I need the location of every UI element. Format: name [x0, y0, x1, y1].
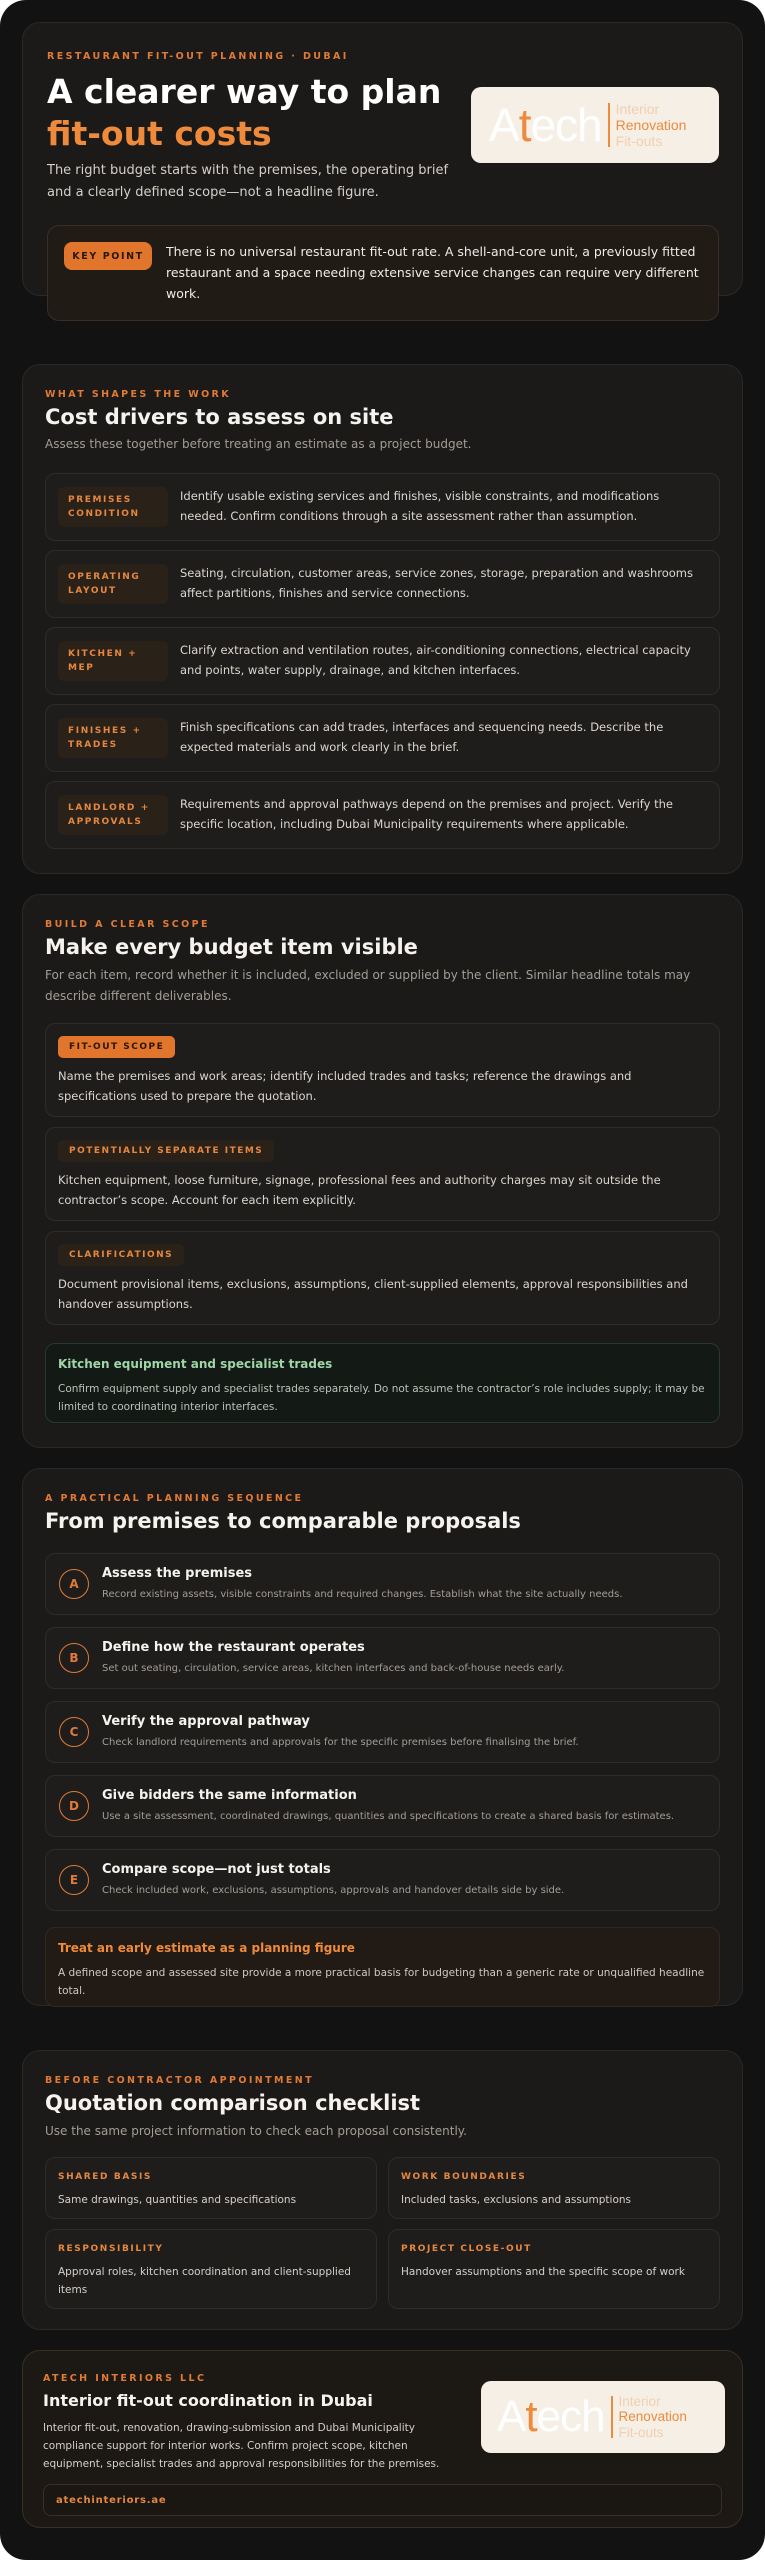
footer-eyebrow: ATECH INTERIORS LLC — [43, 2373, 207, 2384]
drivers-eyebrow: WHAT SHAPES THE WORK — [45, 389, 232, 400]
step-desc: Record existing assets, visible constraints and required changes. Establish what the site actually needs. — [102, 1589, 623, 1600]
scope-subtitle: For each item, record whether it is included, excluded or supplied by the client. Similar headline totals may describe different deliverables. — [45, 968, 691, 1003]
driver-item-approvals — [45, 781, 720, 849]
checklist-label: PROJECT CLOSE-OUT — [401, 2244, 532, 2254]
step-title: Assess the premises — [102, 1566, 252, 1581]
cost-drivers-card — [22, 364, 743, 874]
step-letter: D — [59, 1791, 89, 1821]
checklist-label: SHARED BASIS — [58, 2172, 152, 2182]
footer-title: Interior fit-out coordination in Dubai — [43, 2391, 373, 2410]
checklist-label: RESPONSIBILITY — [58, 2244, 164, 2254]
logo-tag-interior: Interior — [615, 100, 660, 117]
scope-item-fitout — [45, 1023, 720, 1117]
drivers-subtitle: Assess these together before treating an estimate as a project budget. — [45, 437, 472, 451]
key-point-badge: KEY POINT — [64, 242, 152, 270]
scope-text: Name the premises and work areas; identify included trades and tasks; reference the drawings and specifications used to prepare the quotation. — [58, 1069, 632, 1103]
early-estimate-note — [45, 1927, 720, 2007]
scope-pill: POTENTIALLY SEPARATE ITEMS — [58, 1140, 274, 1162]
scope-item-clarifications — [45, 1231, 720, 1325]
key-point-box — [47, 225, 719, 321]
driver-tag-line2: APPROVALS — [68, 817, 143, 827]
step-desc: Check included work, exclusions, assumptions, approvals and handover details side by side. — [102, 1885, 565, 1896]
footer-atech-logo — [481, 2381, 725, 2453]
checklist-eyebrow: BEFORE CONTRACTOR APPOINTMENT — [45, 2075, 314, 2086]
hero-title-line2: fit-out costs — [47, 114, 272, 153]
scope-text: Document provisional items, exclusions, assumptions, client-supplied elements, approval responsibilities and handover assumptions. — [58, 1277, 688, 1311]
hero-card — [22, 22, 743, 301]
logo-tagline — [616, 101, 687, 149]
logo-tag-renovation: Renovation — [615, 116, 687, 133]
step-letter: E — [59, 1865, 89, 1895]
step-title: Define how the restaurant operates — [102, 1640, 365, 1655]
step-letter: A — [59, 1569, 89, 1599]
checklist-item-close-out — [388, 2229, 720, 2309]
key-point-text: There is no universal restaurant fit-out rate. A shell-and-core unit, a previously fitted restaurant and a space needing extensive service changes can require very different work. — [166, 244, 699, 301]
kitchen-equipment-note — [45, 1343, 720, 1423]
checklist-card — [22, 2050, 743, 2330]
driver-tag — [58, 487, 168, 527]
driver-tag-line1: KITCHEN + — [68, 649, 138, 659]
checklist-item-shared-basis — [45, 2157, 377, 2219]
logo-tagline — [619, 2394, 687, 2441]
logo-tag-fitouts: Fit-outs — [615, 133, 663, 150]
logo-tag-interior: Interior — [618, 2393, 661, 2409]
checklist-item-work-boundaries — [388, 2157, 720, 2219]
step-item-d — [45, 1775, 720, 1837]
logo-letter-a: A — [497, 2392, 526, 2441]
hero-title — [47, 71, 441, 155]
logo-wordmark — [497, 2392, 605, 2442]
step-item-b — [45, 1627, 720, 1689]
driver-tag — [58, 564, 168, 604]
driver-desc: Identify usable existing services and finishes, visible constraints, and modifications needed. Confirm conditions through a site assessment rather than assumption. — [180, 489, 660, 523]
checklist-label: WORK BOUNDARIES — [401, 2172, 527, 2182]
early-note-text: A defined scope and assessed site provide a more practical basis for budgeting than a generic rate or unqualified headline total. — [58, 1967, 705, 1997]
logo-divider — [608, 103, 610, 147]
step-title: Give bidders the same information — [102, 1788, 357, 1803]
step-title: Compare scope—not just totals — [102, 1862, 331, 1877]
scope-pill: FIT-OUT SCOPE — [58, 1036, 175, 1058]
driver-tag-line2: LAYOUT — [68, 586, 117, 596]
scope-eyebrow: BUILD A CLEAR SCOPE — [45, 919, 210, 930]
atech-logo — [471, 87, 719, 163]
logo-tag-renovation: Renovation — [618, 2409, 687, 2425]
logo-letter-a: A — [489, 99, 519, 151]
logo-letters-ech: ech — [530, 99, 602, 151]
scope-text: Kitchen equipment, loose furniture, signage, professional fees and authority charges may sit outside the contractor’s scope. Account for each item explicitly. — [58, 1173, 661, 1207]
driver-tag-line2: TRADES — [68, 740, 118, 750]
step-title: Verify the approval pathway — [102, 1714, 310, 1729]
logo-tag-fitouts: Fit-outs — [618, 2424, 664, 2440]
scope-card — [22, 894, 743, 1448]
driver-tag-line2: CONDITION — [68, 509, 140, 519]
hero-eyebrow: RESTAURANT FIT-OUT PLANNING · DUBAI — [47, 51, 349, 62]
sequence-card — [22, 1468, 743, 2006]
scope-title: Make every budget item visible — [45, 935, 418, 959]
driver-item-premises — [45, 473, 720, 541]
step-item-e — [45, 1849, 720, 1911]
step-desc: Check landlord requirements and approvals for the specific premises before finalising the brief. — [102, 1737, 579, 1748]
checklist-text: Included tasks, exclusions and assumptions — [401, 2194, 631, 2206]
hero-title-line1: A clearer way to plan — [47, 72, 442, 111]
kitchen-note-title: Kitchen equipment and specialist trades — [58, 1357, 333, 1371]
driver-desc: Seating, circulation, customer areas, service zones, storage, preparation and washrooms affect partitions, finishes and service connections. — [180, 566, 693, 600]
checklist-item-responsibility — [45, 2229, 377, 2309]
hero-lead: The right budget starts with the premises, the operating brief and a clearly defined scope—not a headline figure. — [47, 163, 449, 200]
kitchen-note-text: Confirm equipment supply and specialist trades separately. Do not assume the contractor’s role includes supply; it may be limited to coordinating interior interfaces. — [58, 1383, 705, 1413]
footer-card — [22, 2350, 743, 2528]
driver-tag-line2: MEP — [68, 663, 95, 673]
checklist-text: Same drawings, quantities and specifications — [58, 2194, 297, 2206]
scope-item-separate — [45, 1127, 720, 1221]
checklist-title: Quotation comparison checklist — [45, 2091, 421, 2115]
driver-desc: Finish specifications can add trades, interfaces and sequencing needs. Describe the expected materials and work clearly in the brief. — [180, 720, 664, 754]
driver-tag-line1: LANDLORD + — [68, 803, 150, 813]
driver-tag-line1: FINISHES + — [68, 726, 142, 736]
logo-letter-t: t — [525, 2392, 537, 2441]
step-item-c — [45, 1701, 720, 1763]
website-link[interactable]: atechinteriors.ae — [43, 2484, 722, 2516]
checklist-text: Approval roles, kitchen coordination and client-supplied items — [58, 2266, 351, 2296]
sequence-eyebrow: A PRACTICAL PLANNING SEQUENCE — [45, 1493, 304, 1504]
checklist-subtitle: Use the same project information to check each proposal consistently. — [45, 2124, 467, 2138]
logo-letter-t: t — [518, 99, 531, 151]
driver-tag — [58, 718, 168, 758]
driver-tag-line1: PREMISES — [68, 495, 132, 505]
logo-divider — [611, 2396, 613, 2438]
driver-tag — [58, 795, 168, 835]
step-desc: Set out seating, circulation, service areas, kitchen interfaces and back-of-house needs early. — [102, 1663, 565, 1674]
step-item-a — [45, 1553, 720, 1615]
driver-item-finishes — [45, 704, 720, 772]
step-letter: C — [59, 1717, 89, 1747]
logo-letters-ech: ech — [536, 2392, 605, 2441]
driver-item-kitchen — [45, 627, 720, 695]
driver-desc: Requirements and approval pathways depend on the premises and project. Verify the specific location, including Dubai Municipality requirements where applicable. — [180, 797, 673, 831]
scope-pill: CLARIFICATIONS — [58, 1244, 184, 1266]
footer-text: Interior fit-out, renovation, drawing-submission and Dubai Municipality compliance support for interior works. Confirm project scope, kitchen equipment, specialist trades and approval responsibilities for the premises. — [43, 2422, 440, 2470]
logo-wordmark — [489, 98, 602, 152]
drivers-title: Cost drivers to assess on site — [45, 405, 394, 429]
step-desc: Use a site assessment, coordinated drawings, quantities and specifications to create a shared basis for estimates. — [102, 1811, 675, 1822]
step-letter: B — [59, 1643, 89, 1673]
checklist-text: Handover assumptions and the specific scope of work — [401, 2266, 685, 2278]
driver-tag — [58, 641, 168, 681]
driver-item-layout — [45, 550, 720, 618]
driver-tag-line1: OPERATING — [68, 572, 141, 582]
early-note-title: Treat an early estimate as a planning figure — [58, 1941, 355, 1955]
sequence-title: From premises to comparable proposals — [45, 1509, 521, 1533]
driver-desc: Clarify extraction and ventilation routes, air-conditioning connections, electrical capacity and points, water supply, drainage, and kitchen interfaces. — [180, 643, 691, 677]
